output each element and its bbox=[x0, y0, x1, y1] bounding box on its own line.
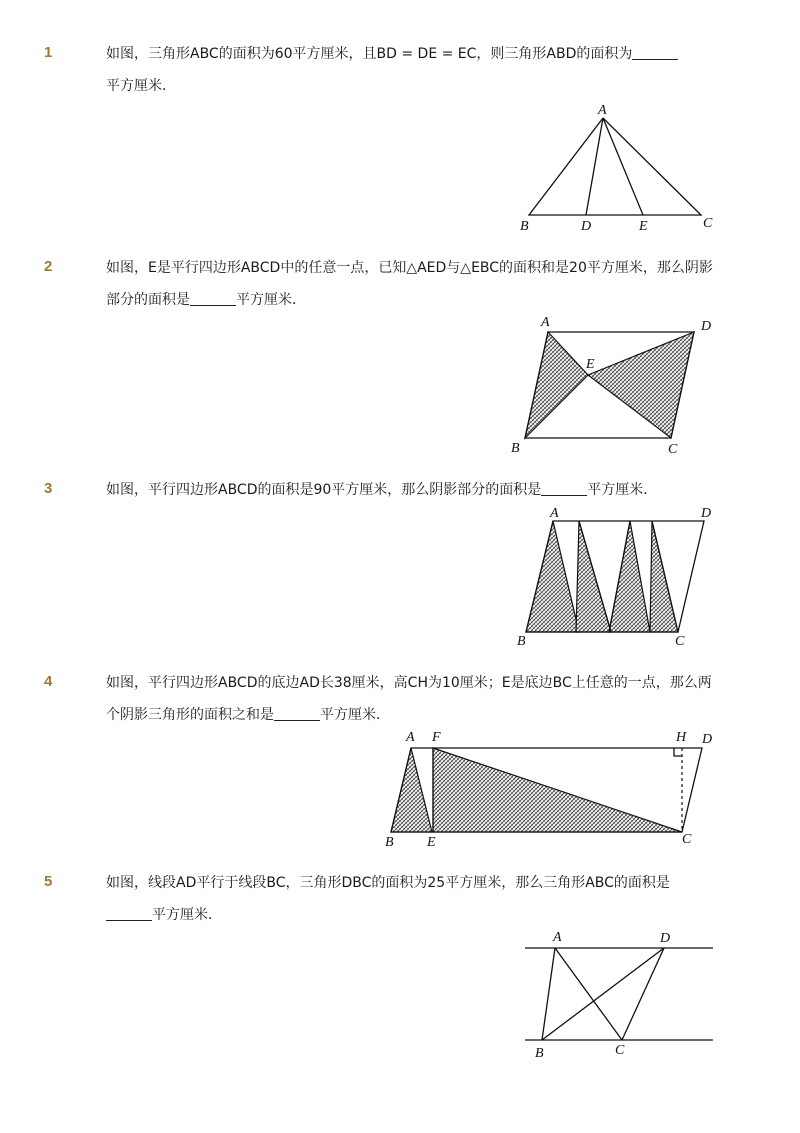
shaded-triangle-fec bbox=[433, 748, 682, 832]
figure-4-parallelogram bbox=[380, 725, 720, 850]
problem-line: 如图，三角形ABC的面积为60平方厘米，且BD = DE = EC，则三角形ABD的面积为 bbox=[106, 46, 633, 62]
problem-line: 平方厘米． bbox=[106, 78, 176, 94]
shaded-triangle-1 bbox=[526, 521, 579, 632]
segment-ad bbox=[586, 118, 603, 215]
problem-number: 3 bbox=[44, 480, 53, 497]
shaded-triangle-dec bbox=[588, 332, 694, 438]
problem-line: 如图，线段AD平行于线段BC，三角形DBC的面积为25平方厘米，那么三角形ABC的面积是 bbox=[106, 875, 670, 891]
problem-line: 平方厘米． bbox=[236, 292, 306, 308]
problem-line: 平方厘米． bbox=[587, 482, 658, 498]
label-b: B bbox=[511, 441, 520, 456]
problem-text bbox=[106, 474, 726, 506]
label-e: E bbox=[639, 219, 648, 234]
figure-1-triangle bbox=[515, 100, 725, 235]
segment-ae bbox=[603, 118, 643, 215]
label-e: E bbox=[427, 835, 436, 850]
label-a: A bbox=[406, 730, 415, 745]
answer-blank[interactable] bbox=[190, 291, 236, 306]
problem-number: 4 bbox=[44, 673, 53, 690]
problem-line: 平方厘米． bbox=[320, 707, 390, 723]
label-e: E bbox=[586, 357, 595, 372]
label-a: A bbox=[553, 930, 562, 945]
answer-blank[interactable] bbox=[632, 45, 678, 60]
answer-blank[interactable] bbox=[106, 906, 152, 921]
problem-text bbox=[106, 667, 726, 731]
problem-text bbox=[106, 252, 726, 316]
label-c: C bbox=[668, 442, 678, 457]
label-b: B bbox=[535, 1046, 544, 1061]
label-d: D bbox=[702, 732, 713, 747]
label-b: B bbox=[520, 219, 529, 234]
label-h: H bbox=[676, 730, 687, 745]
problem-line: 平方厘米． bbox=[152, 907, 222, 923]
problem-line: 部分的面积是 bbox=[106, 292, 190, 308]
label-b: B bbox=[517, 634, 526, 649]
right-angle-mark bbox=[674, 748, 682, 756]
label-d: D bbox=[660, 931, 671, 946]
problem-text bbox=[106, 38, 726, 102]
label-f: F bbox=[432, 730, 441, 745]
problem-number: 1 bbox=[44, 44, 53, 61]
problem-line: 如图，平行四边形ABCD的面积是90平方厘米，那么阴影部分的面积是 bbox=[106, 482, 542, 498]
problem-number: 5 bbox=[44, 873, 53, 890]
shaded-triangle-3 bbox=[609, 521, 650, 632]
problem-line: 个阴影三角形的面积之和是 bbox=[106, 707, 274, 723]
label-a: A bbox=[550, 506, 559, 521]
answer-blank[interactable] bbox=[541, 481, 587, 496]
problem-number: 2 bbox=[44, 258, 53, 275]
label-d: D bbox=[581, 219, 592, 234]
answer-blank[interactable] bbox=[274, 706, 320, 721]
label-d: D bbox=[701, 506, 712, 521]
figure-3-parallelogram bbox=[510, 504, 725, 654]
problem-line: 如图，E是平行四边形ABCD中的任意一点，已知△AED与△EBC的面积和是20平方厘米，那么阴影 bbox=[106, 260, 713, 276]
label-a: A bbox=[541, 315, 550, 330]
shaded-triangle-abe bbox=[391, 748, 432, 832]
label-c: C bbox=[675, 634, 685, 649]
label-c: C bbox=[703, 216, 713, 231]
figure-2-parallelogram bbox=[505, 312, 725, 462]
segment-ab bbox=[542, 948, 555, 1040]
problem-line: 如图，平行四边形ABCD的底边AD长38厘米，高CH为10厘米；E是底边BC上任意的一点，那么两 bbox=[106, 675, 712, 691]
figure-5-parallel-lines bbox=[520, 925, 720, 1065]
segment-ac bbox=[555, 948, 622, 1040]
label-a: A bbox=[598, 103, 607, 118]
shaded-triangle-abe bbox=[525, 332, 588, 438]
triangle-abc bbox=[529, 118, 701, 215]
label-b: B bbox=[385, 835, 394, 850]
problem-text bbox=[106, 867, 726, 931]
segment-db bbox=[542, 948, 664, 1040]
label-d: D bbox=[701, 319, 712, 334]
label-c: C bbox=[615, 1043, 625, 1058]
segment-dc bbox=[622, 948, 664, 1040]
label-c: C bbox=[682, 832, 692, 847]
